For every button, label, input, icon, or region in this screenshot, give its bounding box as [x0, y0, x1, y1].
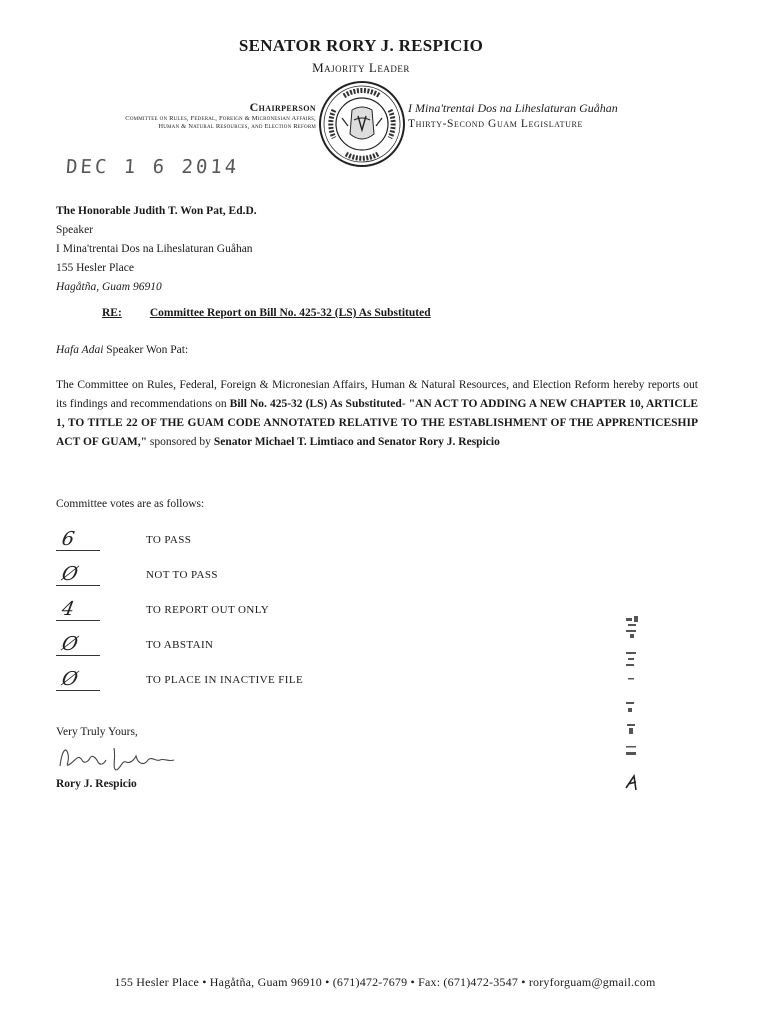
addressee-legislature: I Mina'trentai Dos na Liheslaturan Guåhan — [56, 243, 253, 255]
handwritten-signature — [56, 740, 186, 774]
vote-count: 4 — [60, 598, 77, 620]
vote-row-pass — [56, 528, 456, 558]
legislature-name-english: Thirty-Second Guam Legislature — [408, 118, 583, 130]
salutation — [56, 344, 188, 356]
committee-name-line1: Committee on Rules, Federal, Foreign & Micronesian Affairs, — [125, 115, 316, 122]
re-label: RE: — [102, 307, 122, 319]
salutation-name: Speaker Won Pat: — [106, 344, 189, 356]
vote-line — [56, 655, 100, 656]
addressee-name: The Honorable Judith T. Won Pat, Ed.D. — [56, 205, 257, 217]
senator-name: SENATOR RORY J. RESPICIO — [238, 36, 484, 55]
committee-name-line2: Human & Natural Resources, and Election Reform — [158, 123, 316, 130]
vote-label: TO PLACE IN INACTIVE FILE — [146, 674, 304, 686]
vote-line — [56, 585, 100, 586]
addressee-city: Hagåtña, Guam 96910 — [56, 281, 162, 293]
vote-count: Ø — [60, 563, 80, 585]
chairperson-block — [20, 100, 316, 131]
vote-line — [56, 620, 100, 621]
majority-leader-title: Majority Leader — [312, 60, 410, 75]
signer-name: Rory J. Respicio — [56, 778, 137, 790]
stamp-marks-icon — [620, 612, 650, 802]
footer-contact: 155 Hesler Place • Hagåtña, Guam 96910 • (671)472-7679 • Fax: (671)472-3547 • roryforguam@gmail.com — [114, 975, 656, 989]
vote-line — [56, 690, 100, 691]
body-text-3: sponsored by — [147, 436, 214, 448]
votes-intro: Committee votes are as follows: — [56, 498, 205, 510]
vote-count: Ø — [60, 668, 80, 690]
re-line — [102, 307, 431, 319]
closing: Very Truly Yours, — [56, 726, 138, 738]
vote-label: TO PASS — [146, 534, 192, 546]
chairperson-title: Chairperson — [249, 100, 316, 114]
addressee-title: Speaker — [56, 224, 94, 236]
legislature-name-chamorro: I Mina'trentai Dos na Liheslaturan Guåhan — [408, 101, 618, 115]
signature-icon — [56, 740, 186, 774]
salutation-greeting: Hafa Adai — [56, 344, 104, 356]
legislature-seal — [318, 80, 406, 168]
re-subject: Committee Report on Bill No. 425-32 (LS) As Substituted — [149, 307, 431, 319]
vote-label: TO ABSTAIN — [146, 639, 214, 651]
vote-row-abstain — [56, 633, 456, 663]
addressee-street: 155 Hesler Place — [56, 262, 134, 274]
legislature-block — [408, 100, 728, 132]
vote-label: NOT TO PASS — [146, 569, 218, 581]
act-title: "AN ACT TO ADDING A NEW CHAPTER 10, ARTICLE 1, TO TITLE 22 OF THE GUAM CODE ANNOTATED RELATIVE TO THE ESTABLISHMENT OF THE APPRENTICESHIP ACT OF GUAM," — [56, 398, 699, 448]
bill-reference: Bill No. 425-32 (LS) As Substituted — [229, 398, 402, 410]
vote-row-report-out — [56, 598, 456, 628]
receipt-stamp — [620, 612, 650, 802]
body-text-1: The Committee on Rules, Federal, Foreign & Micronesian Affairs, Human & Natural Resources, and Election Reform hereby reports out its findings and recommendations on — [56, 379, 698, 410]
received-date-stamp: DEC 1 6 2014 — [65, 156, 241, 178]
vote-label: TO REPORT OUT ONLY — [146, 604, 270, 616]
vote-row-inactive-file — [56, 668, 456, 698]
addressee-block — [56, 202, 257, 297]
body-text-2: - — [401, 398, 409, 410]
vote-line — [56, 550, 100, 551]
body-paragraph — [56, 376, 698, 452]
vote-count: Ø — [60, 633, 80, 655]
seal-icon — [318, 80, 406, 168]
vote-row-not-pass — [56, 563, 456, 593]
bill-sponsors: Senator Michael T. Limtiaco and Senator Rory J. Respicio — [213, 436, 500, 448]
vote-count: 6 — [60, 528, 77, 550]
